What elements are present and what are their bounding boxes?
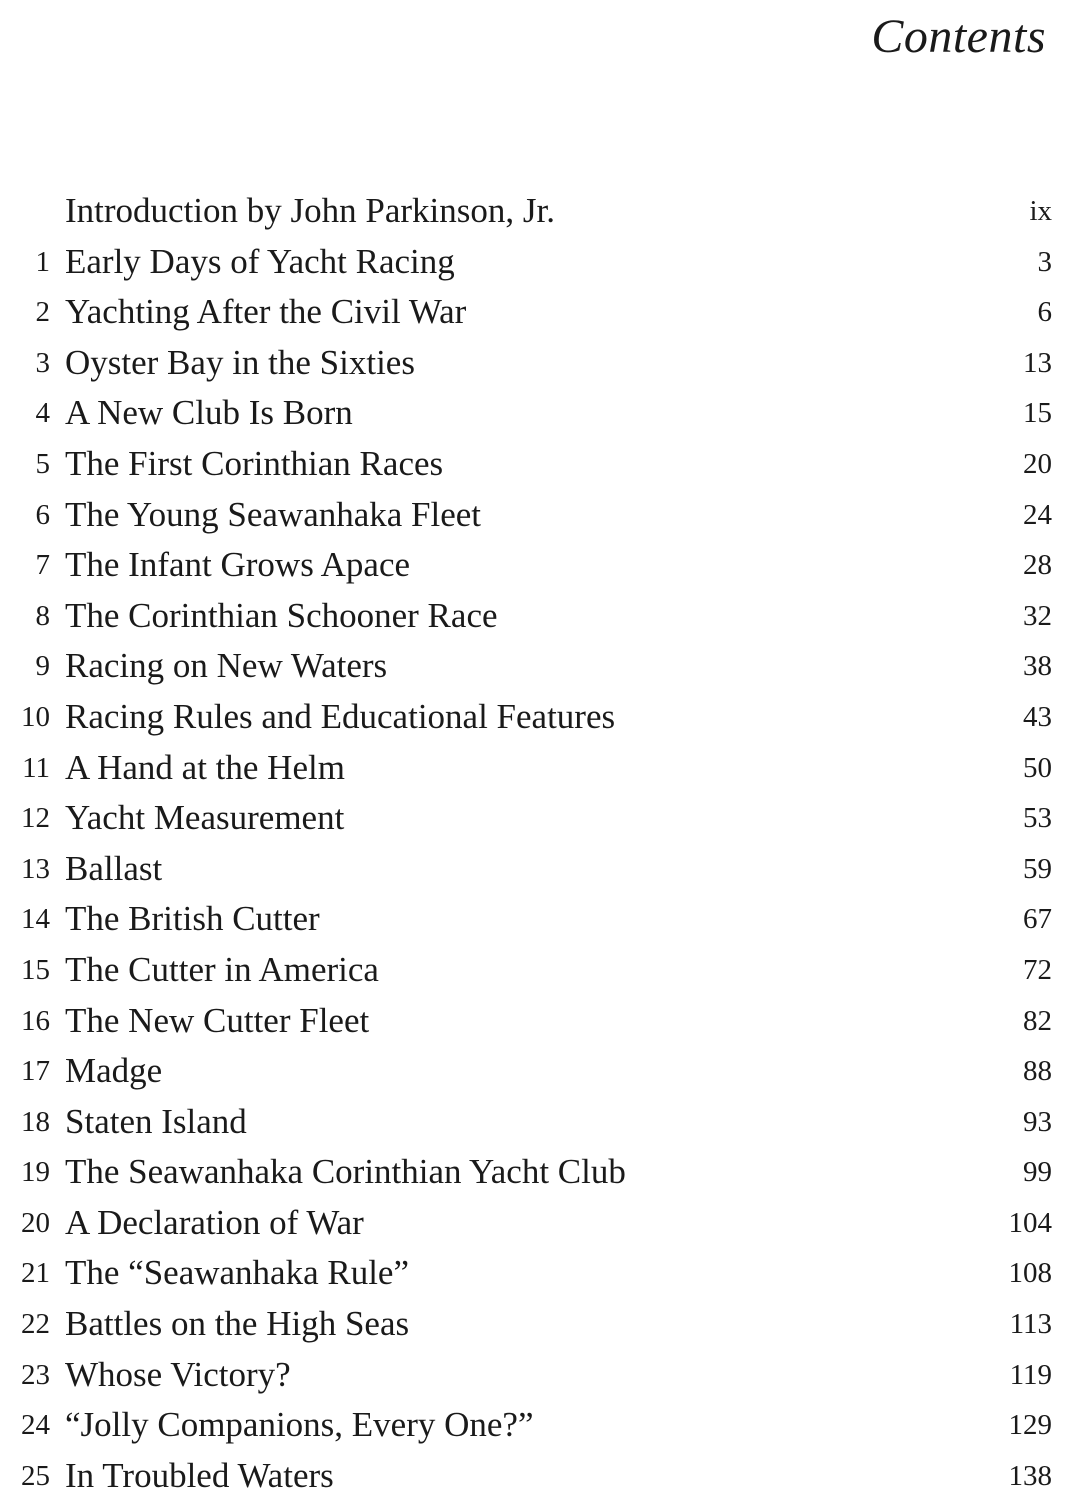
- chapter-number: 24: [21, 1409, 50, 1442]
- chapter-number: 1: [35, 245, 50, 278]
- chapter-title: The British Cutter: [65, 899, 320, 939]
- chapter-title: The Young Seawanhaka Fleet: [65, 494, 482, 534]
- chapter-title: Madge: [65, 1051, 163, 1091]
- page-number: 108: [1008, 1257, 1052, 1290]
- chapter-number: 25: [21, 1459, 50, 1492]
- chapter-title: Battles on the High Seas: [65, 1304, 410, 1344]
- chapter-number: 3: [35, 346, 50, 379]
- toc-entry: [0, 945, 1068, 996]
- chapter-title: Yacht Measurement: [65, 798, 345, 838]
- chapter-number: 20: [21, 1206, 50, 1239]
- toc-entry: [0, 540, 1068, 591]
- page-number: 67: [1023, 903, 1052, 936]
- chapter-number: 7: [35, 549, 50, 582]
- page-number: 138: [1008, 1459, 1052, 1492]
- chapter-title: Introduction by John Parkinson, Jr.: [65, 191, 555, 230]
- page-number: 104: [1008, 1206, 1052, 1239]
- chapter-title: Early Days of Yacht Racing: [65, 241, 455, 281]
- toc-entry: [0, 338, 1068, 389]
- page-number: 119: [1009, 1358, 1052, 1391]
- page-number: 6: [1037, 296, 1052, 329]
- chapter-title: The Infant Grows Apace: [65, 545, 411, 585]
- toc-entry: [0, 1451, 1068, 1502]
- toc-entry: [0, 1299, 1068, 1350]
- chapter-number: 22: [21, 1308, 50, 1341]
- page-number: 20: [1023, 447, 1052, 480]
- page-title: Contents: [871, 10, 1046, 63]
- page-number: ix: [1029, 195, 1052, 227]
- chapter-number: 19: [21, 1156, 50, 1189]
- toc-entry: [0, 1198, 1068, 1249]
- chapter-number: 11: [22, 751, 50, 784]
- page-number: 38: [1023, 650, 1052, 683]
- toc-entry: [0, 692, 1068, 743]
- page-number: 43: [1023, 700, 1052, 733]
- page-number: 32: [1023, 599, 1052, 632]
- chapter-number: 15: [21, 953, 50, 986]
- chapter-title: The Cutter in America: [65, 949, 379, 989]
- chapter-number: 6: [35, 498, 50, 531]
- chapter-number: 13: [21, 852, 50, 885]
- chapter-title: A Declaration of War: [65, 1202, 364, 1242]
- toc-entry: [0, 844, 1068, 895]
- page-number: 93: [1023, 1105, 1052, 1138]
- toc-entry: [0, 439, 1068, 490]
- chapter-title: The First Corinthian Races: [65, 443, 444, 483]
- toc-entry: [0, 237, 1068, 288]
- chapter-number: 8: [35, 599, 50, 632]
- page-number: 53: [1023, 802, 1052, 835]
- chapter-number: 18: [21, 1105, 50, 1138]
- chapter-title: Staten Island: [65, 1101, 247, 1141]
- chapter-title: In Troubled Waters: [65, 1455, 334, 1495]
- page-number: 28: [1023, 549, 1052, 582]
- toc-entry: [0, 641, 1068, 692]
- chapter-title: Yachting After the Civil War: [65, 292, 467, 332]
- page-number: 129: [1008, 1409, 1052, 1442]
- toc-entry: [0, 996, 1068, 1047]
- toc-entry: [0, 793, 1068, 844]
- toc-entry: [0, 1400, 1068, 1451]
- chapter-title: A Hand at the Helm: [65, 747, 345, 787]
- chapter-title: The Seawanhaka Corinthian Yacht Club: [65, 1152, 626, 1192]
- chapter-number: 16: [21, 1004, 50, 1037]
- chapter-number: 14: [21, 903, 50, 936]
- page-number: 15: [1023, 397, 1052, 430]
- chapter-title: A New Club Is Born: [65, 393, 353, 433]
- page-number: 99: [1023, 1156, 1052, 1189]
- chapter-number: 23: [21, 1358, 50, 1391]
- page-number: 59: [1023, 852, 1052, 885]
- chapter-title: The Corinthian Schooner Race: [65, 595, 498, 635]
- page-number: 3: [1037, 245, 1052, 278]
- chapter-number: 10: [21, 700, 50, 733]
- chapter-title: The “Seawanhaka Rule”: [65, 1253, 410, 1293]
- chapter-title: The New Cutter Fleet: [65, 1000, 370, 1040]
- toc-entry: [0, 894, 1068, 945]
- page-number: 50: [1023, 751, 1052, 784]
- toc-entry: [0, 1147, 1068, 1198]
- toc-entry: [0, 1046, 1068, 1097]
- chapter-number: 17: [21, 1055, 50, 1088]
- chapter-title: Oyster Bay in the Sixties: [65, 342, 415, 382]
- toc-entry: [0, 186, 1068, 237]
- page-number: 13: [1023, 346, 1052, 379]
- chapter-number: 9: [35, 650, 50, 683]
- page-number: 72: [1023, 953, 1052, 986]
- toc-entry: [0, 287, 1068, 338]
- page-number: 113: [1009, 1308, 1052, 1341]
- toc-entry: [0, 1350, 1068, 1401]
- toc-entry: [0, 490, 1068, 541]
- chapter-title: Racing Rules and Educational Features: [65, 696, 616, 736]
- chapter-number: 21: [21, 1257, 50, 1290]
- chapter-number: 4: [35, 397, 50, 430]
- chapter-title: Ballast: [65, 848, 163, 888]
- page-number: 24: [1023, 498, 1052, 531]
- toc-entry: [0, 743, 1068, 794]
- chapter-title: “Jolly Companions, Every One?”: [65, 1405, 534, 1445]
- table-of-contents: [0, 186, 1068, 1501]
- toc-entry: [0, 591, 1068, 642]
- chapter-number: 2: [35, 296, 50, 329]
- page-number: 82: [1023, 1004, 1052, 1037]
- chapter-title: Racing on New Waters: [65, 646, 388, 686]
- chapter-number: 5: [35, 447, 50, 480]
- chapter-title: Whose Victory?: [65, 1354, 291, 1394]
- toc-entry: [0, 388, 1068, 439]
- toc-entry: [0, 1248, 1068, 1299]
- toc-entry: [0, 1097, 1068, 1148]
- page-number: 88: [1023, 1055, 1052, 1088]
- chapter-number: 12: [21, 802, 50, 835]
